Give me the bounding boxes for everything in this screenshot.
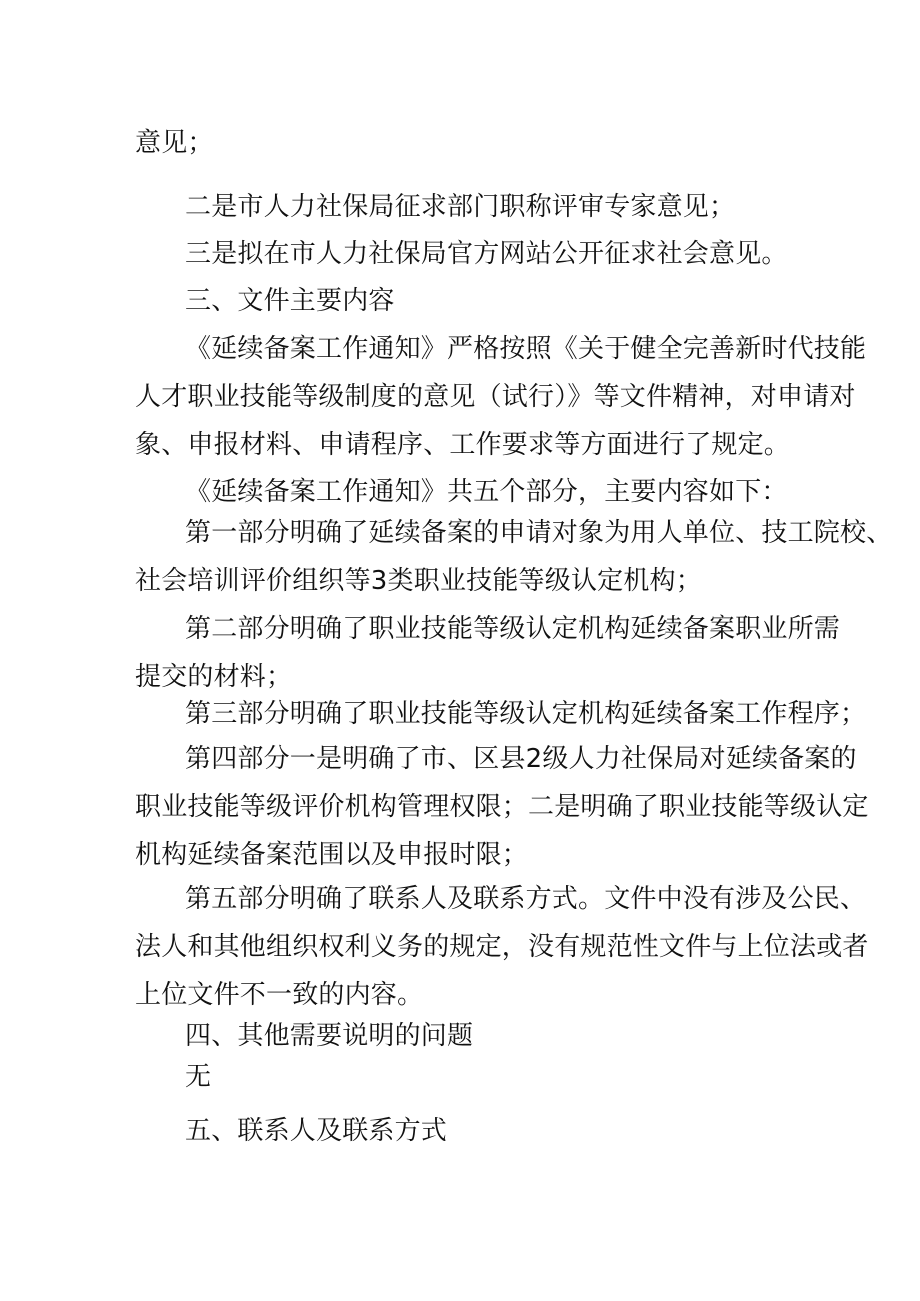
section-heading: 三、文件主要内容 xyxy=(185,286,395,316)
section-heading-main-content xyxy=(135,277,795,325)
text-line: 上位文件不一致的内容。 xyxy=(135,980,424,1010)
text-line: 法人和其他组织权利义务的规定，没有规范性文件与上位法或者 xyxy=(135,932,869,962)
paragraph-part-one xyxy=(135,509,893,605)
paragraph-notice-basis xyxy=(135,325,867,469)
paragraph-expert-opinion xyxy=(135,183,795,231)
section-heading: 五、联系人及联系方式 xyxy=(185,1116,448,1146)
text-line: 第二部分明确了职业技能等级认定机构延续备案职业所需 xyxy=(185,614,841,644)
text-line: 无 xyxy=(185,1062,212,1092)
text-line: 提交的材料； xyxy=(135,662,293,692)
text-line: 职业技能等级评价机构管理权限；二是明确了职业技能等级认定 xyxy=(135,792,869,822)
text-line: 第五部分明确了联系人及联系方式。文件中没有涉及公民、 xyxy=(185,884,867,914)
text-line: 二是市人力社保局征求部门职称评审专家意见； xyxy=(185,192,736,222)
section-heading-contact xyxy=(135,1107,795,1155)
paragraph-opinion-end xyxy=(135,119,795,167)
text-line: 象、申报材料、申请程序、工作要求等方面进行了规定。 xyxy=(135,430,791,460)
text-line: 人才职业技能等级制度的意见（试行）》等文件精神，对申请对 xyxy=(135,382,856,412)
paragraph-none xyxy=(135,1053,795,1101)
text-line: 《延续备案工作通知》共五个部分，主要内容如下： xyxy=(185,477,788,507)
text-line: 三是拟在市人力社保局官方网站公开征求社会意见。 xyxy=(185,239,788,269)
text-line: 第三部分明确了职业技能等级认定机构延续备案工作程序； xyxy=(185,699,867,729)
section-heading: 四、其他需要说明的问题 xyxy=(185,1021,474,1051)
paragraph-public-opinion xyxy=(135,230,795,278)
text-line: 第四部分一是明确了市、区县2级人力社保局对延续备案的 xyxy=(185,744,857,774)
paragraph-part-three xyxy=(135,690,867,738)
paragraph-part-five xyxy=(135,875,869,1019)
text-line: 意见； xyxy=(135,128,214,158)
text-line: 社会培训评价组织等3类职业技能等级认定机构； xyxy=(135,566,702,596)
paragraph-part-four xyxy=(135,735,869,879)
text-line: 第一部分明确了延续备案的申请对象为用人单位、技工院校、 xyxy=(185,518,893,548)
text-line: 机构延续备案范围以及申报时限； xyxy=(135,840,529,870)
text-line: 《延续备案工作通知》严格按照《关于健全完善新时代技能 xyxy=(185,334,867,364)
paragraph-part-two xyxy=(135,605,841,701)
